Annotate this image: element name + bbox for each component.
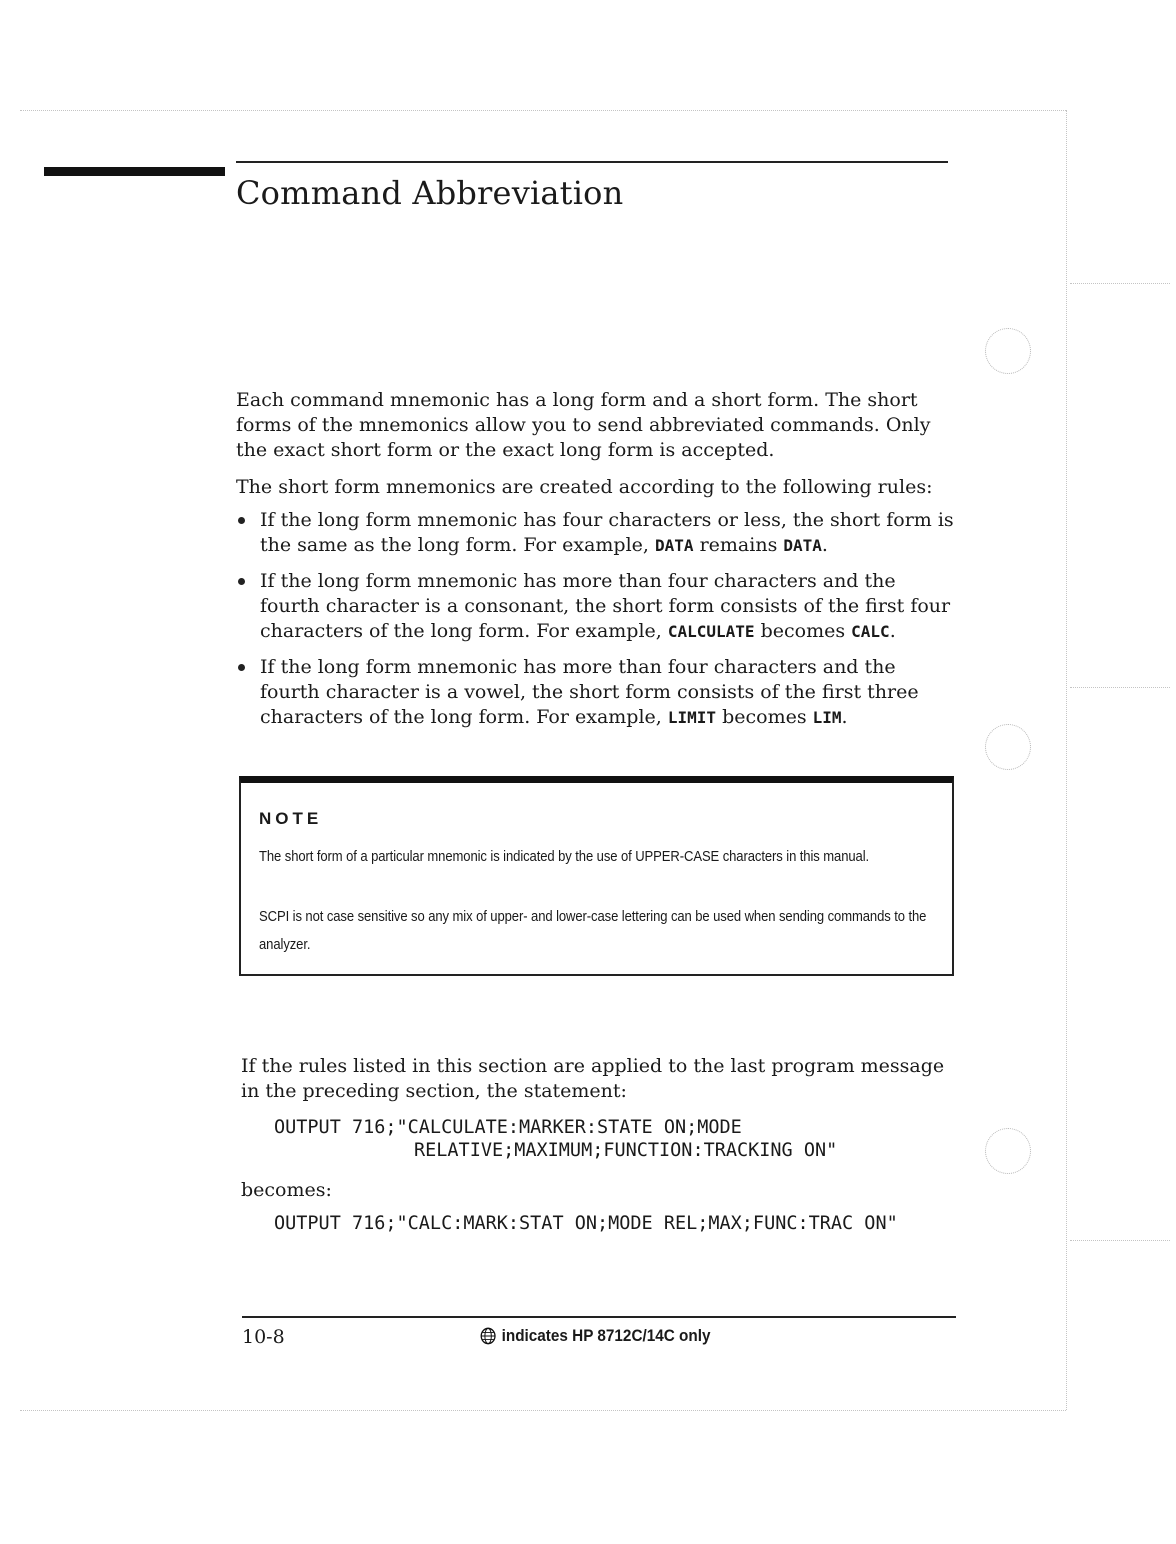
rule-text: .	[889, 620, 896, 642]
scan-edge-right	[1066, 110, 1067, 1410]
note-heading: NOTE	[259, 809, 323, 828]
footer-note-text: indicates HP 8712C/14C only	[501, 1326, 711, 1345]
scan-tick-1	[1070, 283, 1170, 284]
note-paragraph: SCPI is not case sensitive so any mix of upper- and lower-case lettering can be used when sending commands to the analyzer.	[259, 909, 927, 953]
bullet-icon	[238, 664, 245, 671]
rule-text: If the long form mnemonic has more than four characters and the fourth character is a consonant, the short form consists of the first four characters of the long form. For example,	[260, 570, 951, 642]
rule-text: becomes	[722, 706, 807, 728]
rule-text: .	[821, 534, 828, 556]
binder-hole	[985, 1128, 1031, 1174]
title-rule	[236, 161, 948, 163]
rule-text: If the long form mnemonic has four characters or less, the short form is the same as the long form. For example,	[260, 509, 954, 556]
rules-list	[236, 508, 956, 741]
page-number: 10-8	[242, 1326, 285, 1348]
code-term: CALCULATE	[667, 622, 755, 641]
list-item	[236, 569, 956, 644]
rule-text: remains	[699, 534, 778, 556]
code-example-short: OUTPUT 716;"CALC:MARK:STAT ON;MODE REL;MAX;FUNC:TRAC ON"	[274, 1213, 898, 1234]
code-example-long: OUTPUT 716;"CALCULATE:MARKER:STATE ON;MODE	[274, 1117, 742, 1138]
globe-icon	[480, 1327, 496, 1345]
scan-edge-top	[20, 110, 1066, 111]
binder-hole	[985, 328, 1031, 374]
code-example-long-continued: RELATIVE;MAXIMUM;FUNCTION:TRACKING ON"	[414, 1140, 838, 1161]
title-marker-bar	[44, 167, 225, 176]
code-term: DATA	[783, 536, 822, 555]
scan-tick-3	[1070, 1240, 1170, 1241]
intro	[236, 388, 956, 512]
code-term: LIMIT	[667, 708, 717, 727]
bullet-icon	[238, 517, 245, 524]
becomes-label: becomes:	[241, 1179, 332, 1201]
rule-text: .	[841, 706, 848, 728]
code-term: CALC	[851, 622, 890, 641]
code-term: LIM	[812, 708, 842, 727]
example-intro: If the rules listed in this section are applied to the last program message in the preceding section, the statement:	[241, 1055, 945, 1102]
code-term: DATA	[655, 536, 694, 555]
scan-tick-2	[1070, 687, 1170, 688]
footer-note	[480, 1326, 711, 1346]
list-item	[236, 655, 956, 730]
scan-edge-bottom	[20, 1410, 1066, 1411]
list-item	[236, 508, 956, 558]
binder-hole	[985, 724, 1031, 770]
note-paragraph: The short form of a particular mnemonic is indicated by the use of UPPER-CASE characters in this manual.	[259, 849, 870, 865]
rule-text: If the long form mnemonic has more than four characters and the fourth character is a vowel, the short form consists of the first three characters of the long form. For example,	[260, 656, 919, 728]
bullet-icon	[238, 578, 245, 585]
page-title: Command Abbreviation	[236, 174, 624, 212]
intro-paragraph: Each command mnemonic has a long form and a short form. The short forms of the mnemonics allow you to send abbreviated commands. Only the exact short form or the exact long form is accepted.	[236, 389, 931, 461]
footer-rule	[242, 1316, 956, 1318]
rule-text: becomes	[760, 620, 846, 642]
intro-paragraph: The short form mnemonics are created according to the following rules:	[236, 476, 933, 498]
note-box	[239, 776, 954, 976]
